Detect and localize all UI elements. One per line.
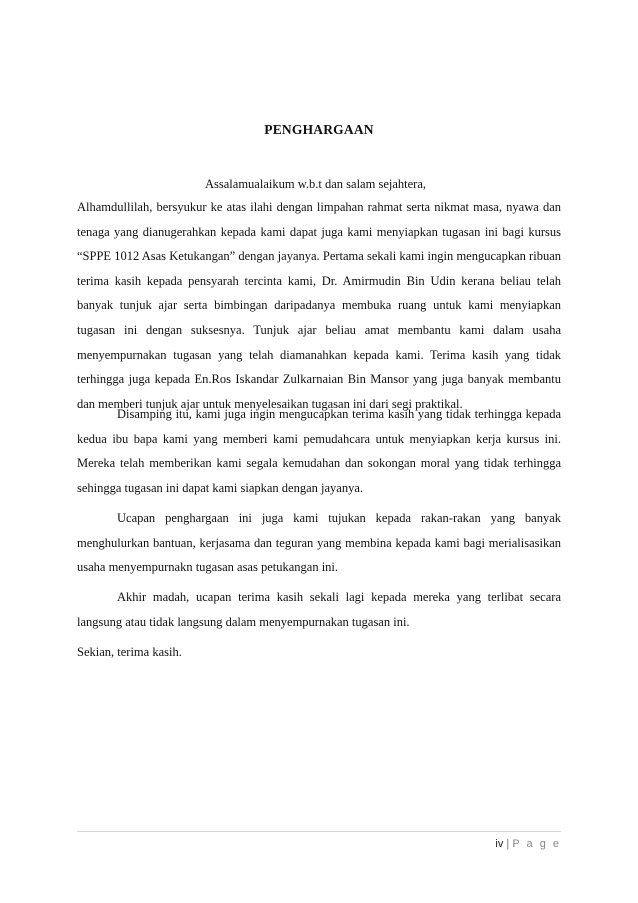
page-footer bbox=[495, 838, 561, 850]
page-number: iv bbox=[495, 838, 504, 850]
page-title: PENGHARGAAN bbox=[264, 122, 374, 137]
paragraph-1: Alhamdullilah, bersyukur ke atas ilahi dengan limpahan rahmat serta nikmat masa, nyawa dan tenaga yang dianugerahkan kepada kami dapat juga kami menyiapkan tugasan ini bagi kursus “SPPE 1012 Asas Ketukangan” dengan jayanya. Pertama sekali kami ingin mengucapkan ribuan terima kasih kepada pensyarah tercinta kami, Dr. Amirmudin Bin Udin kerana beliau telah banyak tunjuk ajar serta bimbingan daripadanya membuka ruang untuk kami menyiapkan tugasan ini dengan suksesnya. Tunjuk ajar beliau amat membantu kami dalam usaha menyempurnakan tugasan yang telah diamanahkan kepada kami. Terima kasih yang tidak terhingga juga kepada En.Ros Iskandar Zulkarnaian Bin Mansor yang juga banyak membantu dan memberi tunjuk ajar untuk menyelesaikan tugasan ini dari segi praktikal. bbox=[77, 200, 561, 411]
paragraph-4: Akhir madah, ucapan terima kasih sekali lagi kepada mereka yang terlibat secara langsung atau tidak langsung dalam menyempurnakan tugasan ini. bbox=[77, 590, 561, 629]
page-label: P a g e bbox=[512, 838, 561, 850]
paragraph-3: Ucapan penghargaan ini juga kami tujukan kepada rakan-rakan yang banyak menghulurkan bantuan, kerjasama dan teguran yang membina kepada kami bagi merialisasikan usaha menyempurnakn tugasan asas petukangan ini. bbox=[77, 511, 561, 575]
footer-separator: | bbox=[506, 838, 510, 850]
footer-divider bbox=[77, 831, 561, 832]
greeting-line: Assalamualaikum w.b.t dan salam sejahtera, bbox=[205, 177, 426, 191]
paragraph-2: Disamping itu, kami juga ingin mengucapkan terima kasih yang tidak terhingga kepada kedua ibu bapa kami yang memberi kami pemudahcara untuk menyiapkan kerja kursus ini. Mereka telah memberikan kami segala kemudahan dan sokongan moral yang tidak terhingga sehingga tugasan ini dapat kami siapkan dengan jayanya. bbox=[77, 407, 561, 495]
closing-line: Sekian, terima kasih. bbox=[77, 645, 182, 659]
